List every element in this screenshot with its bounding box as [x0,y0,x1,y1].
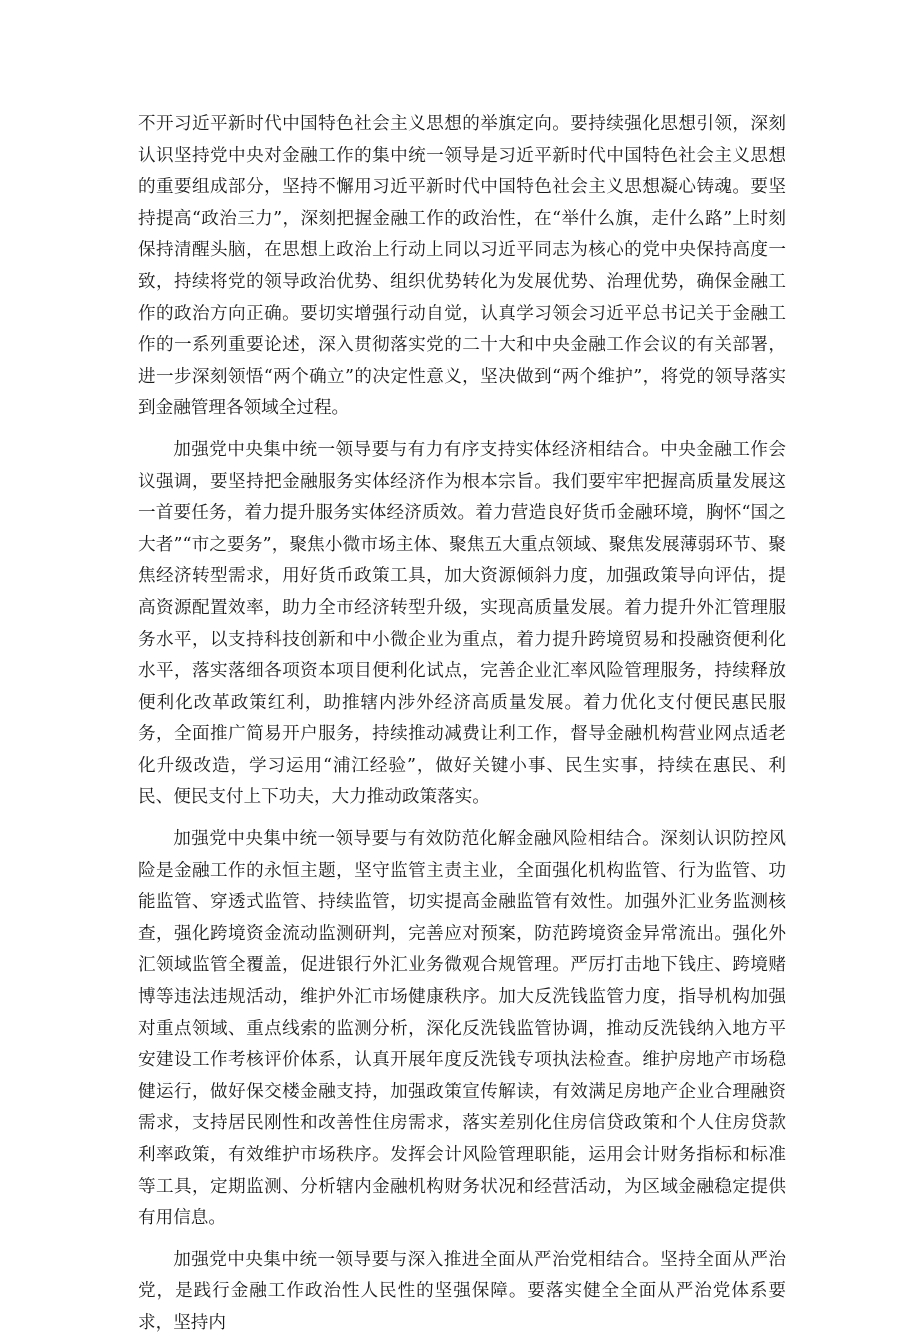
paragraph-continued: 不开习近平新时代中国特色社会主义思想的举旗定向。要持续强化思想引领，深刻认识坚持党中央对金融工作的集中统一领导是习近平新时代中国特色社会主义思想的重要组成部分，坚持不懈用习近平新时代中国特色社会主义思想凝心铸魂。要坚持提高“政治三力”，深刻把握金融工作的政治性，在“举什么旗，走什么路”上时刻保持清醒头脑，在思想上政治上行动上同以习近平同志为核心的党中央保持高度一致，持续将党的领导政治优势、组织优势转化为发展优势、治理优势，确保金融工作的政治方向正确。要切实增强行动自觉，认真学习领会习近平总书记关于金融工作的一系列重要论述，深入贯彻落实党的二十大和中央金融工作会议的有关部署，进一步深刻领悟“两个确立”的决定性意义，坚决做到“两个维护”，将党的领导落实到金融管理各领域全过程。 [138,114,786,419]
paragraph-real-economy: 加强党中央集中统一领导要与有力有序支持实体经济相结合。中央金融工作会议强调，要坚持把金融服务实体经济作为根本宗旨。我们要牢牢把握高质量发展这一首要任务，着力提升服务实体经济质效。着力营造良好货币金融环境，胸怀“国之大者”“市之要务”，聚焦小微市场主体、聚焦五大重点领域、聚焦发展薄弱环节、聚焦经济转型需求，用好货币政策工具，加大资源倾斜力度，加强政策导向评估，提高资源配置效率，助力全市经济转型升级，实现高质量发展。着力提升外汇管理服务水平，以支持科技创新和中小微企业为重点，着力提升跨境贸易和投融资便利化水平，落实落细各项资本项目便利化试点，完善企业汇率风险管理服务，持续释放便利化改革政策红利，助推辖内涉外经济高质量发展。着力优化支付便民惠民服务，全面推广简易开户服务，持续推动减费让利工作，督导金融机构营业网点适老化升级改造，学习运用“浦江经验”，做好关键小事、民生实事，持续在惠民、利民、便民支付上下功夫，大力推动政策落实。 [138,439,786,808]
document-page [138,109,786,1340]
paragraph-party-governance: 加强党中央集中统一领导要与深入推进全面从严治党相结合。坚持全面从严治党，是践行金融工作政治性人民性的坚强保障。要落实健全全面从严治党体系要求，坚持内 [138,1249,786,1333]
paragraph-financial-risk: 加强党中央集中统一领导要与有效防范化解金融风险相结合。深刻认识防控风险是金融工作的永恒主题，坚守监管主责主业，全面强化机构监管、行为监管、功能监管、穿透式监管、持续监管，切实提高金融监管有效性。加强外汇业务监测核查，强化跨境资金流动监测研判，完善应对预案，防范跨境资金异常流出。强化外汇领域监管全覆盖，促进银行外汇业务微观合规管理。严厉打击地下钱庄、跨境赌博等违法违规活动，维护外汇市场健康秩序。加大反洗钱监管力度，指导机构加强对重点领域、重点线索的监测分析，深化反洗钱监管协调，推动反洗钱纳入地方平安建设工作考核评价体系，认真开展年度反洗钱专项执法检查。维护房地产市场稳健运行，做好保交楼金融支持，加强政策宣传解读，有效满足房地产企业合理融资需求，支持居民刚性和改善性住房需求，落实差别化住房信贷政策和个人住房贷款利率政策，有效维护市场秩序。发挥会计风险管理职能，运用会计财务指标和标准等工具，定期监测、分析辖内金融机构财务状况和经营活动，为区域金融稳定提供有用信息。 [138,829,786,1229]
